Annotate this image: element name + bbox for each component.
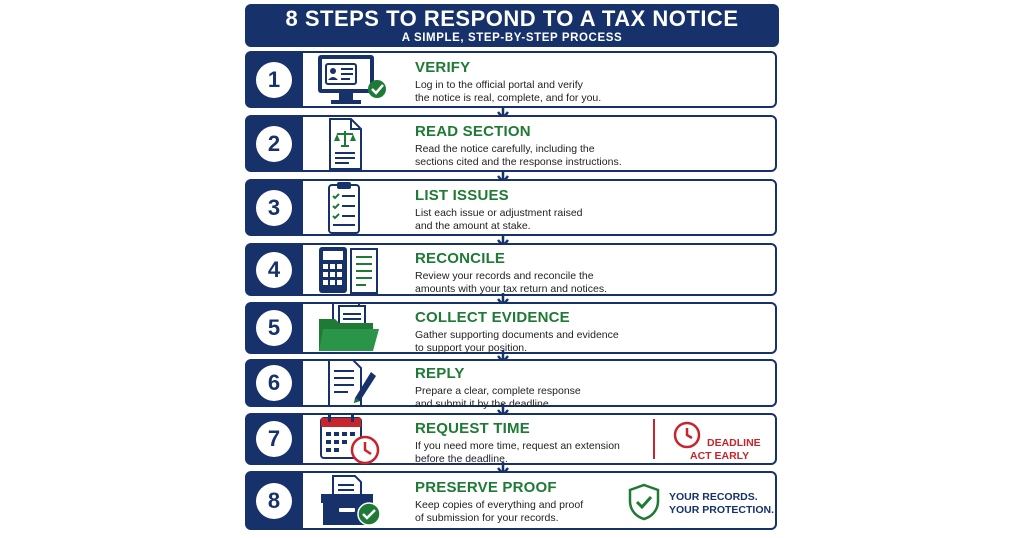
act-early-label: ACT EARLY (690, 450, 750, 462)
step-title: REPLY (415, 365, 465, 382)
step-3 (245, 179, 777, 236)
header-banner (245, 4, 779, 47)
shield-check-icon (627, 483, 661, 521)
step-title: REQUEST TIME (415, 420, 530, 437)
step-number: 7 (256, 421, 292, 457)
step-7 (245, 413, 777, 465)
step-number: 1 (256, 62, 292, 98)
step-text (415, 187, 763, 233)
step-desc-line-1: List each issue or adjustment raised (415, 207, 583, 219)
step-desc-line-2: of submission for your records. (415, 512, 559, 524)
your-records-label: YOUR RECORDS. (669, 491, 758, 503)
step-number: 6 (256, 365, 292, 401)
step-title: LIST ISSUES (415, 187, 509, 204)
step-title: READ SECTION (415, 123, 531, 140)
step-number: 8 (256, 483, 292, 519)
step-desc-line-1: Log in to the official portal and verify (415, 79, 583, 91)
step-number: 5 (256, 310, 292, 346)
step-text (415, 250, 763, 296)
step-6 (245, 359, 777, 410)
divider (653, 419, 655, 459)
step-text (415, 365, 763, 411)
step-desc-line-1: If you need more time, request an extension (415, 440, 620, 452)
step-5 (245, 302, 777, 354)
step-number-column (247, 473, 303, 528)
your-protection-label: YOUR PROTECTION. (669, 504, 775, 516)
step-text (415, 123, 763, 169)
archive-box-check-icon (315, 474, 387, 528)
step-title: PRESERVE PROOF (415, 479, 557, 496)
step-desc-line-1: Read the notice carefully, including the (415, 143, 595, 155)
legal-document-icon (315, 117, 387, 171)
page-subtitle: A SIMPLE, STEP-BY-STEP PROCESS (401, 32, 623, 44)
step-number-column (247, 181, 303, 234)
step-desc-line-2: to support your position. (415, 342, 528, 354)
deadline-label: DEADLINE (707, 437, 761, 449)
step-title: VERIFY (415, 59, 471, 76)
monitor-id-check-icon (315, 53, 387, 107)
step-number-column (247, 361, 303, 405)
document-pen-icon (315, 356, 387, 410)
checklist-clipboard-icon (315, 181, 387, 235)
step-2 (245, 115, 777, 172)
step-desc-line-2: before the deadline. (415, 453, 508, 465)
step-desc-line-1: Keep copies of everything and proof (415, 499, 584, 511)
step-desc-line-2: and submit it by the deadline. (415, 398, 552, 410)
step-number-column (247, 53, 303, 106)
step-desc-line-2: the notice is real, complete, and for you. (415, 92, 602, 104)
step-number-column (247, 304, 303, 352)
calculator-document-icon (315, 243, 387, 297)
step-number-column (247, 117, 303, 170)
calendar-clock-icon (315, 412, 387, 466)
alarm-clock-icon (671, 420, 703, 450)
step-desc-line-1: Prepare a clear, complete response (415, 385, 581, 397)
step-text (415, 309, 763, 355)
step-desc-line-1: Review your records and reconcile the (415, 270, 594, 282)
step-8 (245, 471, 777, 530)
step-number: 4 (256, 252, 292, 288)
step-number: 2 (256, 126, 292, 162)
step-4 (245, 243, 777, 296)
step-desc-line-2: amounts with your tax return and notices. (415, 283, 608, 295)
step-number-column (247, 415, 303, 463)
step-title: COLLECT EVIDENCE (415, 309, 570, 326)
step-desc-line-2: and the amount at stake. (415, 220, 531, 232)
step-1 (245, 51, 777, 108)
step-text (415, 59, 763, 105)
step-title: RECONCILE (415, 250, 506, 267)
step-desc-line-2: sections cited and the response instructions. (415, 156, 622, 168)
folder-documents-icon (315, 301, 387, 355)
step-desc-line-1: Gather supporting documents and evidence (415, 329, 619, 341)
step-number: 3 (256, 190, 292, 226)
page-title: 8 STEPS TO RESPOND TO A TAX NOTICE (285, 6, 739, 31)
step-number-column (247, 245, 303, 294)
